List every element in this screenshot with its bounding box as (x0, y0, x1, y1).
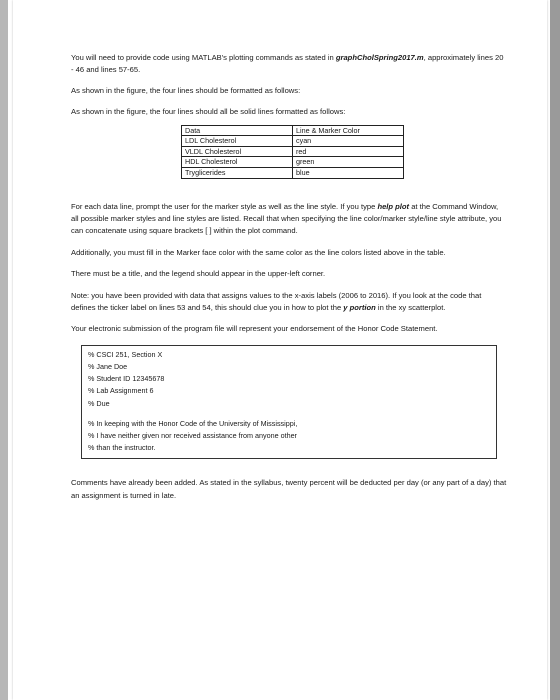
submission-paragraph: Your electronic submission of the program file will represent your endorsement of the Honor Code Statement. (71, 324, 438, 334)
note-paragraph (71, 290, 507, 315)
table-header-row (182, 125, 404, 136)
viewer-right-edge (550, 0, 560, 700)
comment-line: % Due (88, 398, 110, 408)
format-note: As shown in the figure, the four lines should be formatted as follows: (71, 85, 301, 95)
table-cell: cyan (293, 136, 404, 147)
table-cell: blue (293, 168, 404, 179)
viewer-left-edge (0, 0, 8, 700)
table-cell: red (293, 146, 404, 157)
table-header: Data (182, 125, 293, 136)
line-format-table (181, 125, 404, 179)
marker-style-paragraph (71, 201, 507, 238)
note-text-end: in the xy scatterplot. (375, 303, 446, 313)
table-row (182, 136, 404, 147)
solid-lines-note: As shown in the figure, the four lines should all be solid lines formatted as follows: (71, 107, 346, 117)
intro-text-end: , approximately lines 20 - 46 and lines 57-65. (71, 53, 504, 75)
help-plot-command: help plot (377, 201, 410, 211)
comment-gap (88, 410, 490, 418)
comment-line: % Lab Assignment 6 (88, 386, 154, 396)
table-cell: VLDL Cholesterol (182, 146, 293, 157)
table-cell: green (293, 157, 404, 168)
marker-text: For each data line, prompt the user for the marker style as well as the line style. If you type (71, 201, 378, 211)
comment-line: % CSCI 251, Section X (88, 349, 163, 359)
honor-code-line: % In keeping with the Honor Code of the University of Mississippi, (88, 418, 298, 428)
intro-paragraph (71, 52, 507, 77)
intro-text: You will need to provide code using MATLAB's plotting commands as stated in (71, 53, 336, 62)
table-cell: HDL Cholesterol (182, 157, 293, 168)
comment-line: % Jane Doe (88, 362, 128, 372)
table-header: Line & Marker Color (293, 125, 404, 136)
file-name: graphCholSpring2017.m (335, 53, 424, 62)
table-row (182, 157, 404, 168)
comment-line: % Student ID 12345678 (88, 374, 165, 384)
spacer (71, 179, 507, 201)
table-row (182, 146, 404, 157)
note-text: Note: you have been provided with data that assigns values to the x-axis labels (2006 to 2016). If you look at the code that defines the ticker label on lines 53 and 54, this should clue you in how to plot the (71, 290, 482, 313)
honor-code-line: % than the instructor. (88, 443, 156, 453)
document-page (13, 0, 547, 700)
title-legend-paragraph: There must be a title, and the legend should appear in the upper-left corner. (71, 269, 326, 279)
document-content (71, 52, 507, 511)
face-color-paragraph: Additionally, you must fill in the Marker face color with the same color as the line colors listed above in the table. (71, 247, 446, 257)
honor-code-line: % I have neither given nor received assistance from anyone other (88, 431, 297, 441)
comment-block (81, 345, 497, 460)
late-policy-paragraph: Comments have already been added. As stated in the syllabus, twenty percent will be deducted per day (or any part of a day) that an assignment is turned in late. (71, 478, 507, 500)
table-row (182, 168, 404, 179)
table-cell: LDL Cholesterol (182, 136, 293, 147)
marker-text-end: at the Command Window, all possible marker styles and line styles are listed. Recall that when specifying the line color/marker style/line style attribute, you can concatenate using square brackets [ ] within the plot command. (71, 201, 502, 236)
table-cell: Tryglicerides (182, 168, 293, 179)
y-portion-emphasis: y portion (343, 303, 376, 313)
